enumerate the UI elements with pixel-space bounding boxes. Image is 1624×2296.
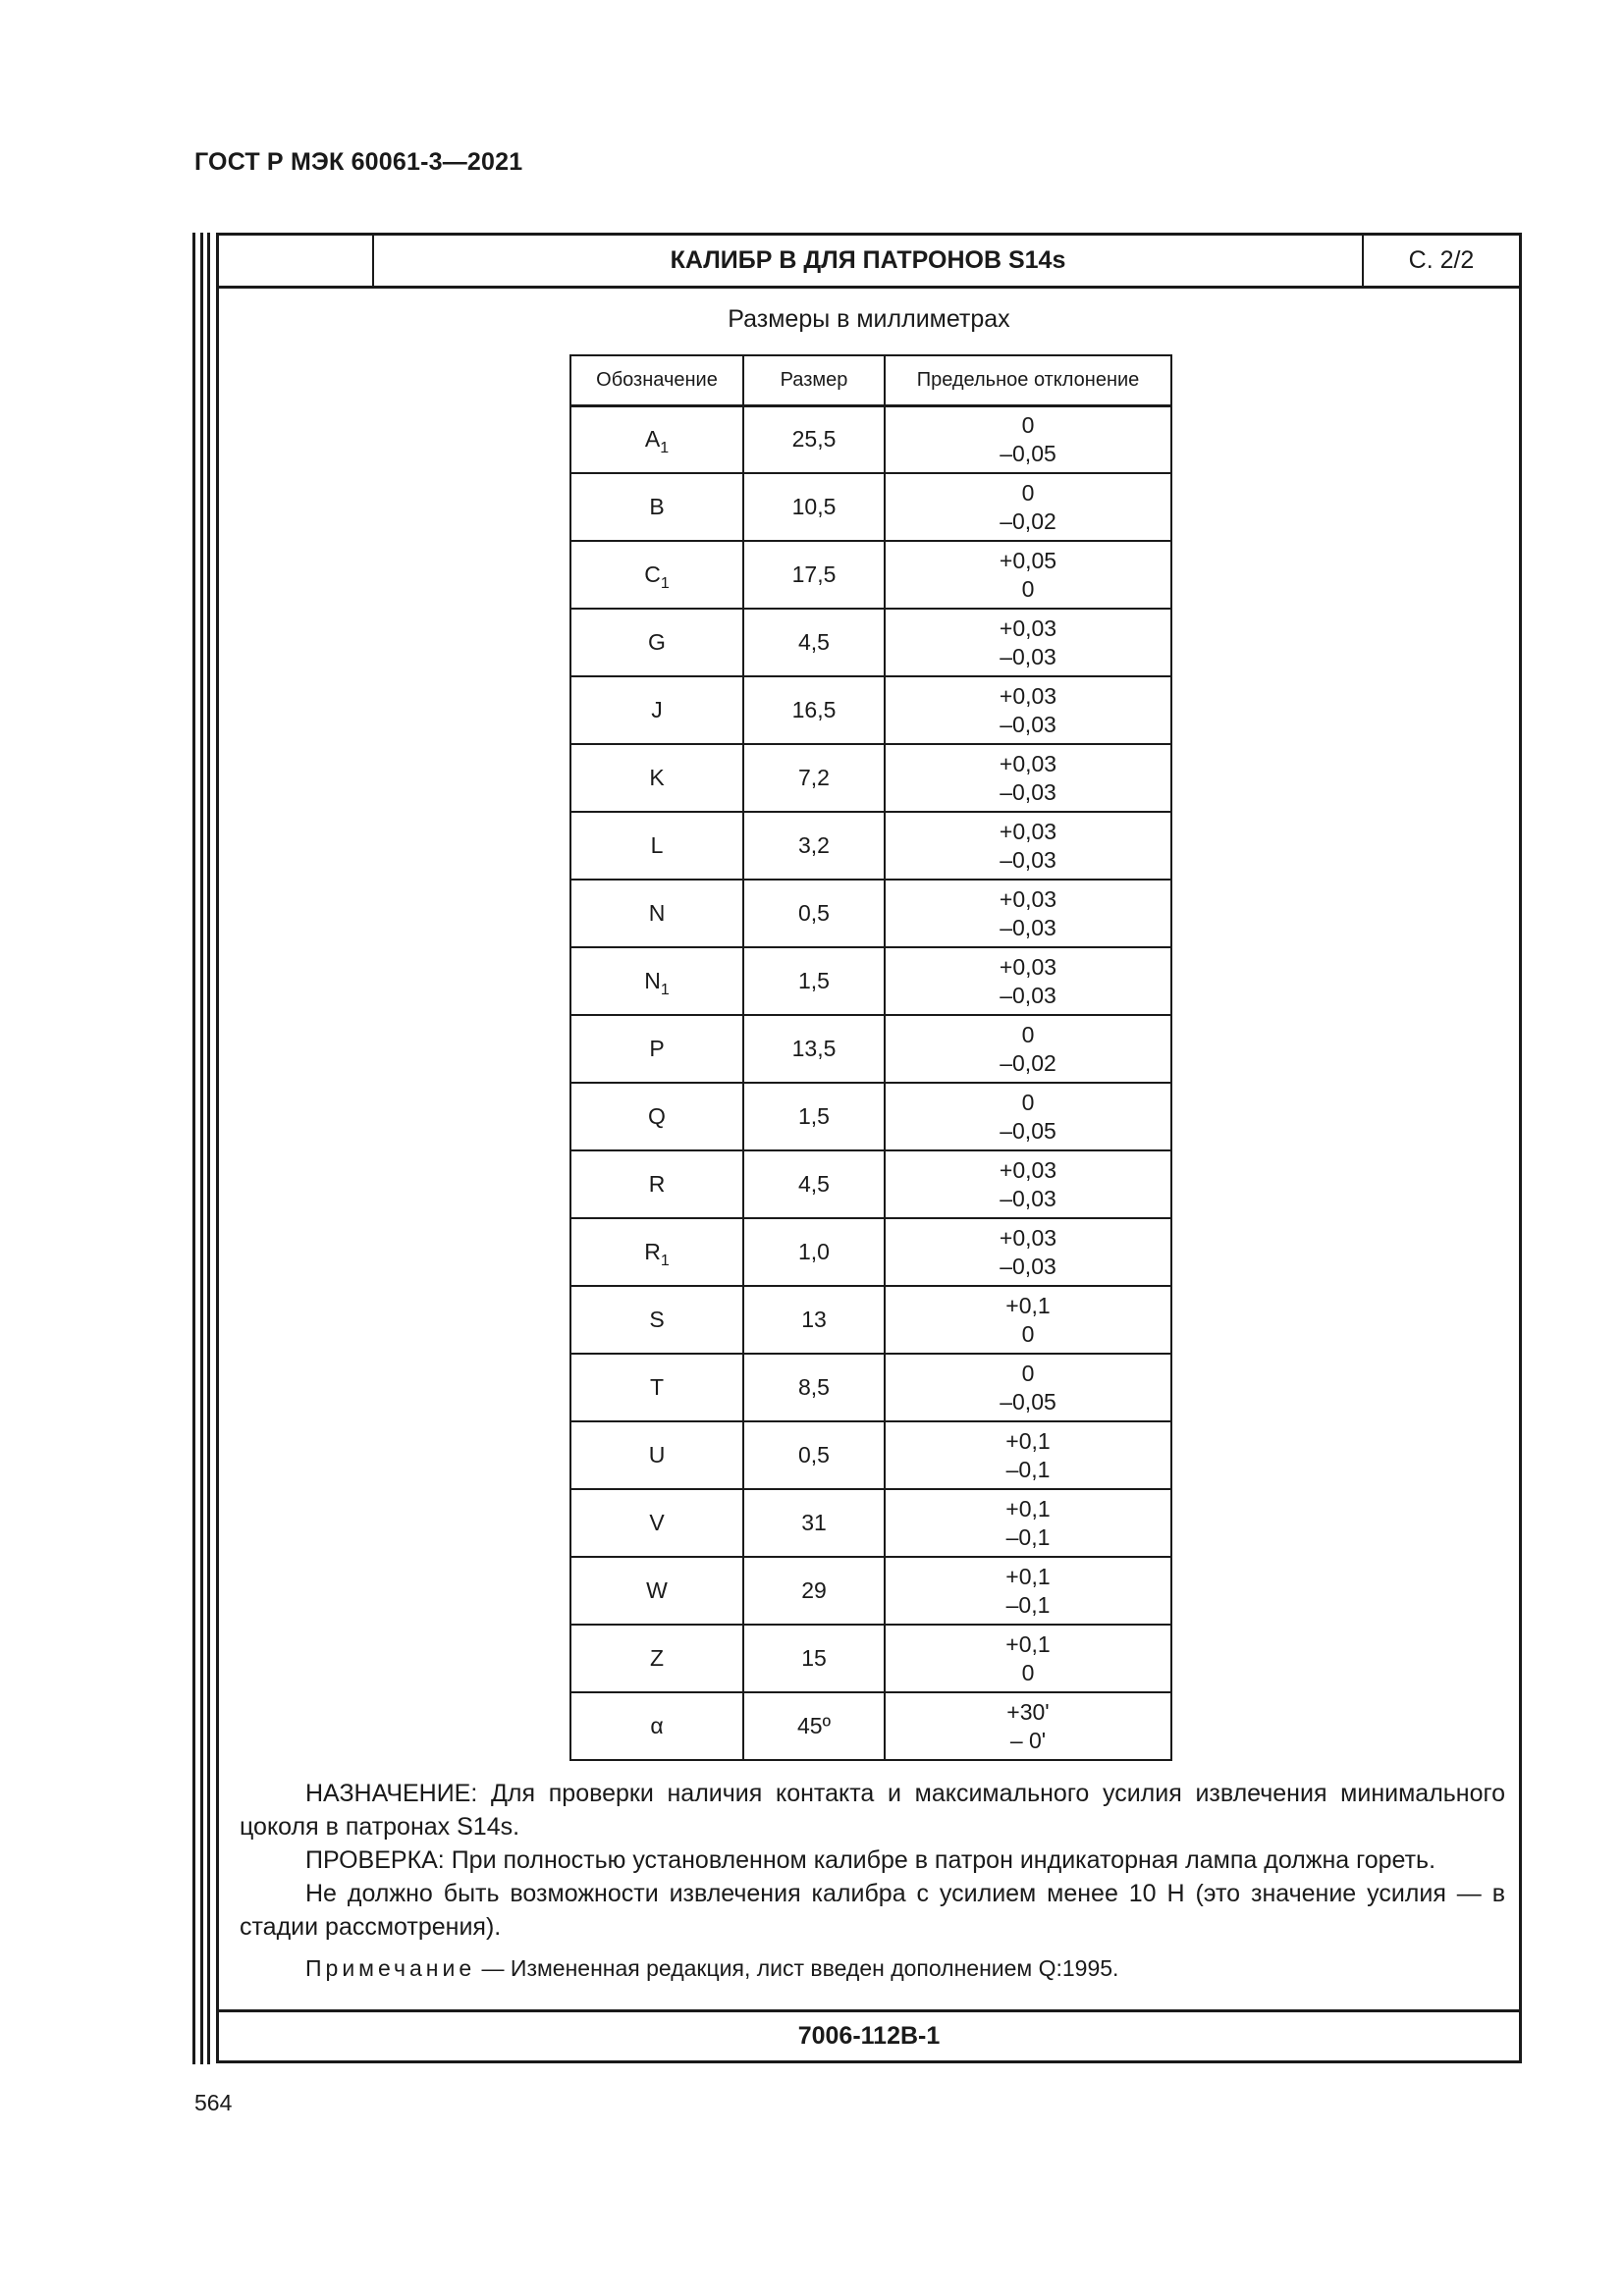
tolerance-upper: +0,1	[1005, 1563, 1051, 1589]
sheet-frame	[216, 233, 1522, 2063]
cell-symbol	[570, 1489, 743, 1557]
tolerance-upper: +0,1	[1005, 1630, 1051, 1657]
note-text: — Измененная редакция, лист введен дополнением Q:1995.	[475, 1955, 1119, 1981]
cell-symbol	[570, 744, 743, 812]
cell-size: 4,5	[743, 1150, 885, 1218]
table-row	[570, 1083, 1171, 1150]
column-header-size: Размер	[743, 355, 885, 405]
cell-symbol	[570, 1625, 743, 1692]
cell-tolerance	[885, 1286, 1171, 1354]
cell-size: 17,5	[743, 541, 885, 609]
cell-size: 8,5	[743, 1354, 885, 1421]
force-paragraph: Не должно быть возможности извлечения калибра с усилием менее 10 Н (это значение усилия — в стадии рассмотрения).	[240, 1880, 1505, 1941]
symbol-subscript: 1	[660, 982, 670, 998]
tolerance-upper: +0,03	[999, 818, 1057, 844]
cell-symbol	[570, 609, 743, 676]
dimensions-table	[569, 354, 1172, 1761]
cell-size: 16,5	[743, 676, 885, 744]
cell-tolerance	[885, 947, 1171, 1015]
cell-tolerance	[885, 1150, 1171, 1218]
symbol-letter: L	[650, 832, 664, 858]
tolerance-lower: 0	[1021, 575, 1035, 602]
tolerance-lower: –0,03	[1000, 643, 1056, 669]
symbol-letter: S	[649, 1307, 665, 1332]
tolerance-upper: 0	[1021, 479, 1035, 506]
table-row	[570, 947, 1171, 1015]
sheet-page-indicator: С. 2/2	[1408, 246, 1475, 274]
cell-tolerance	[885, 1625, 1171, 1692]
tolerance-upper: +0,03	[999, 614, 1057, 641]
units-caption: Размеры в миллиметрах	[728, 305, 1010, 333]
cell-size: 25,5	[743, 405, 885, 473]
cell-size: 4,5	[743, 609, 885, 676]
symbol-letter: U	[648, 1442, 666, 1468]
tolerance-lower: –0,05	[1000, 1388, 1056, 1415]
table-row	[570, 1421, 1171, 1489]
table-row	[570, 473, 1171, 541]
tolerance-upper: +0,03	[999, 682, 1057, 709]
cell-size: 1,5	[743, 947, 885, 1015]
cell-symbol	[570, 1083, 743, 1150]
purpose-paragraph: НАЗНАЧЕНИЕ: Для проверки наличия контакта и максимального усилия извлечения минимального цоколя в патронах S14s.	[240, 1780, 1505, 1841]
tolerance-lower: –0,03	[1000, 914, 1056, 940]
cell-symbol	[570, 541, 743, 609]
tolerance-upper: +0,03	[999, 1224, 1057, 1251]
cell-symbol	[570, 947, 743, 1015]
symbol-letter: W	[646, 1577, 668, 1603]
cell-tolerance	[885, 1218, 1171, 1286]
table-row	[570, 609, 1171, 676]
tolerance-upper: +30'	[1006, 1698, 1050, 1725]
table-header-row	[570, 355, 1171, 405]
cell-symbol	[570, 812, 743, 880]
tolerance-upper: 0	[1021, 411, 1035, 438]
document-code: ГОСТ Р МЭК 60061-3—2021	[194, 148, 523, 176]
cell-symbol	[570, 676, 743, 744]
tolerance-lower: – 0'	[1009, 1727, 1047, 1753]
symbol-letter: Z	[649, 1645, 665, 1671]
cell-symbol	[570, 1150, 743, 1218]
table-row	[570, 1625, 1171, 1692]
notes-block	[240, 1777, 1505, 1985]
table-body	[570, 405, 1171, 1760]
symbol-letter: P	[649, 1036, 665, 1061]
sheet-title: КАЛИБР B ДЛЯ ПАТРОНОВ S14s	[374, 236, 1364, 286]
cell-symbol	[570, 1218, 743, 1286]
table-row	[570, 1150, 1171, 1218]
tolerance-upper: +0,03	[999, 885, 1057, 912]
cell-size: 31	[743, 1489, 885, 1557]
cell-tolerance	[885, 1557, 1171, 1625]
margin-rule-1	[192, 233, 195, 2064]
table-row	[570, 1489, 1171, 1557]
cell-size: 1,0	[743, 1218, 885, 1286]
cell-symbol	[570, 405, 743, 473]
table-row	[570, 1218, 1171, 1286]
cell-tolerance	[885, 405, 1171, 473]
table-row	[570, 744, 1171, 812]
table-row	[570, 812, 1171, 880]
symbol-subscript: 1	[660, 1253, 670, 1269]
symbol-subscript: 1	[660, 440, 670, 457]
cell-tolerance	[885, 1015, 1171, 1083]
cell-size: 1,5	[743, 1083, 885, 1150]
cell-tolerance	[885, 1421, 1171, 1489]
cell-size: 15	[743, 1625, 885, 1692]
symbol-letter: V	[649, 1510, 665, 1535]
table-row	[570, 1015, 1171, 1083]
symbol-subscript: 1	[660, 575, 670, 592]
sheet-header	[219, 236, 1519, 289]
cell-tolerance	[885, 1489, 1171, 1557]
tolerance-lower: –0,02	[1000, 1049, 1056, 1076]
tolerance-upper: +0,1	[1005, 1292, 1051, 1318]
symbol-letter: T	[649, 1374, 665, 1400]
note-label: Примечание	[305, 1955, 476, 1981]
tolerance-upper: +0,05	[999, 547, 1057, 573]
cell-symbol	[570, 1557, 743, 1625]
column-header-symbol: Обозначение	[570, 355, 743, 405]
symbol-letter: A	[644, 426, 661, 453]
symbol-letter: Q	[648, 1103, 666, 1129]
symbol-letter: C	[644, 561, 661, 587]
table-row	[570, 405, 1171, 473]
symbol-letter: J	[651, 697, 663, 722]
margin-rule-2	[200, 233, 203, 2064]
cell-tolerance	[885, 473, 1171, 541]
table-row	[570, 541, 1171, 609]
tolerance-lower: –0,03	[1000, 1253, 1056, 1279]
symbol-letter: R	[644, 1239, 661, 1264]
tolerance-lower: 0	[1021, 1659, 1035, 1685]
cell-tolerance	[885, 541, 1171, 609]
tolerance-lower: –0,1	[1005, 1523, 1051, 1550]
tolerance-lower: –0,05	[1000, 440, 1056, 466]
cell-size: 29	[743, 1557, 885, 1625]
tolerance-lower: –0,03	[1000, 846, 1056, 873]
cell-tolerance	[885, 676, 1171, 744]
symbol-letter: α	[650, 1713, 664, 1738]
symbol-letter: N	[648, 900, 666, 926]
table-row	[570, 676, 1171, 744]
tolerance-lower: –0,02	[1000, 507, 1056, 534]
header-empty-cell	[219, 236, 374, 286]
cell-size: 0,5	[743, 880, 885, 947]
tolerance-upper: +0,03	[999, 1156, 1057, 1183]
cell-size: 10,5	[743, 473, 885, 541]
cell-tolerance	[885, 1354, 1171, 1421]
table-row	[570, 1286, 1171, 1354]
cell-symbol	[570, 1692, 743, 1760]
cell-symbol	[570, 1421, 743, 1489]
cell-tolerance	[885, 1083, 1171, 1150]
cell-symbol	[570, 1354, 743, 1421]
cell-tolerance	[885, 812, 1171, 880]
cell-tolerance	[885, 1692, 1171, 1760]
check-paragraph: ПРОВЕРКА: При полностью установленном калибре в патрон индикаторная лампа должна гореть.	[305, 1846, 1436, 1874]
tolerance-upper: +0,1	[1005, 1427, 1051, 1454]
cell-tolerance	[885, 880, 1171, 947]
cell-size: 13	[743, 1286, 885, 1354]
symbol-letter: G	[648, 629, 666, 655]
cell-tolerance	[885, 744, 1171, 812]
tolerance-lower: –0,03	[1000, 982, 1056, 1008]
tolerance-lower: –0,1	[1005, 1456, 1051, 1482]
tolerance-lower: 0	[1021, 1320, 1035, 1347]
cell-symbol	[570, 473, 743, 541]
table-row	[570, 1557, 1171, 1625]
page-number: 564	[194, 2090, 233, 2115]
tolerance-lower: –0,03	[1000, 711, 1056, 737]
table-row	[570, 880, 1171, 947]
cell-size: 7,2	[743, 744, 885, 812]
cell-symbol	[570, 1015, 743, 1083]
cell-symbol	[570, 1286, 743, 1354]
symbol-letter: R	[648, 1171, 666, 1197]
cell-tolerance	[885, 609, 1171, 676]
cell-size: 3,2	[743, 812, 885, 880]
tolerance-lower: –0,1	[1005, 1591, 1051, 1618]
column-header-tolerance: Предельное отклонение	[885, 355, 1171, 405]
tolerance-lower: –0,05	[1000, 1117, 1056, 1144]
tolerance-lower: –0,03	[1000, 1185, 1056, 1211]
tolerance-upper: +0,1	[1005, 1495, 1051, 1522]
symbol-letter: K	[649, 765, 665, 790]
tolerance-upper: 0	[1021, 1021, 1035, 1047]
tolerance-lower: –0,03	[1000, 778, 1056, 805]
tolerance-upper: +0,03	[999, 953, 1057, 980]
table-row	[570, 1354, 1171, 1421]
tolerance-upper: +0,03	[999, 750, 1057, 776]
symbol-letter: N	[644, 968, 661, 993]
tolerance-upper: 0	[1021, 1089, 1035, 1115]
sheet-number: 7006-112В-1	[219, 2009, 1519, 2060]
symbol-letter: B	[649, 494, 665, 519]
cell-size: 13,5	[743, 1015, 885, 1083]
table-row	[570, 1692, 1171, 1760]
margin-rule-3	[207, 233, 210, 2064]
cell-symbol	[570, 880, 743, 947]
tolerance-upper: 0	[1021, 1360, 1035, 1386]
cell-size: 45º	[743, 1692, 885, 1760]
note-paragraph	[240, 1951, 1505, 1985]
cell-size: 0,5	[743, 1421, 885, 1489]
